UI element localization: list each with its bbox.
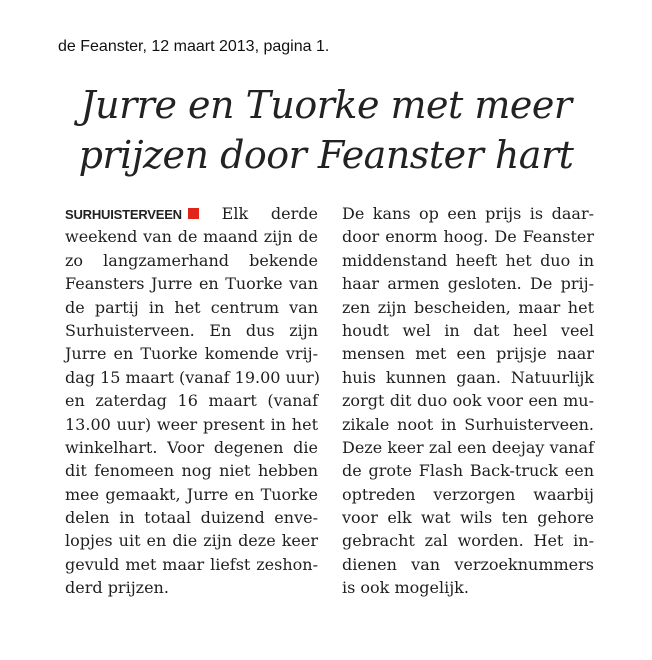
text-line: Deze keer zal een deejay vanaf (342, 437, 594, 457)
article-column-right (342, 202, 594, 600)
text-line: huis kunnen gaan. Natuurlijk (342, 367, 594, 387)
text-line: door enorm hoog. De Feanster (342, 227, 594, 247)
text-line: mensen met een prijsje naar (342, 344, 594, 364)
text-line: is ook mogelijk. (342, 578, 469, 598)
text-line: zikale noot in Surhuisterveen. (342, 414, 594, 434)
dateline: SURHUISTERVEEN (65, 207, 182, 222)
text-line: middenstand heeft het duo in (342, 250, 594, 270)
text-line: zen zijn bescheiden, maar het (342, 297, 594, 317)
text-line: dag 15 maart (vanaf 19.00 uur) (65, 367, 321, 387)
text-line: en zaterdag 16 maart (vanaf (65, 391, 318, 411)
text-line: dienen van verzoeknummers (342, 554, 594, 574)
text-line: houdt wel in dat heel veel (342, 320, 594, 340)
text-line: Feansters Jurre en Tuorke van (65, 274, 318, 294)
text-line: de partij in het centrum van (65, 297, 318, 317)
article-column-left (65, 202, 321, 600)
text-line: zo langzamerhand bekende (65, 250, 318, 270)
text-line: zorgt dit duo ook voor een mu- (342, 391, 594, 411)
first-line (65, 202, 318, 225)
text-line: haar armen gesloten. De prij- (342, 274, 594, 294)
text-line: Jurre en Tuorke komende vrij- (65, 344, 318, 364)
first-line-text: Elk derde (221, 204, 318, 223)
text-line: optreden verzorgen waarbij (342, 484, 594, 504)
text-line: winkelhart. Voor degenen die (65, 437, 318, 457)
text-line: gebracht zal worden. Het in- (342, 531, 594, 551)
article-headline (40, 80, 612, 180)
text-line: de grote Flash Back-truck een (342, 461, 594, 481)
text-line: dit fenomeen nog niet hebben (65, 461, 318, 481)
source-citation: de Feanster, 12 maart 2013, pagina 1. (58, 38, 330, 55)
headline-line-2: prijzen door Feanster hart (78, 133, 574, 177)
headline-line-1: Jurre en Tuorke met meer (80, 83, 572, 127)
text-line: voor elk wat wils ten gehore (342, 508, 594, 528)
text-line: weekend van de maand zijn de (65, 227, 318, 247)
text-line: Surhuisterveen. En dus zijn (65, 320, 318, 340)
text-line: lopjes uit en die zijn deze keer (65, 531, 318, 551)
text-line: 13.00 uur) weer present in het (65, 414, 318, 434)
red-square-marker (188, 208, 199, 219)
text-line: derd prijzen. (65, 578, 169, 598)
text-line: delen in totaal duizend enve- (65, 508, 318, 528)
text-line: De kans op een prijs is daar- (342, 204, 594, 223)
text-line: mee gemaakt, Jurre en Tuorke (65, 484, 318, 504)
text-line: gevuld met maar liefst zeshon- (65, 554, 318, 574)
